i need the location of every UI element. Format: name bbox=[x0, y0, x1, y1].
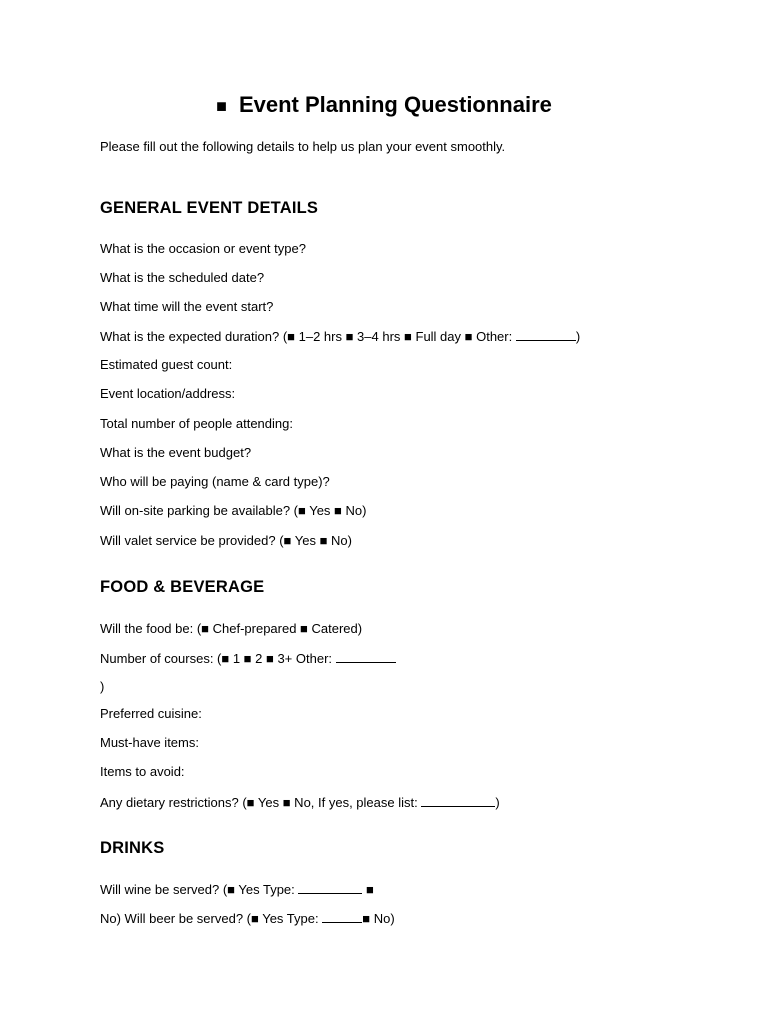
wine-tail: ■ bbox=[366, 882, 374, 897]
beer-tail: ■ No) bbox=[362, 911, 395, 926]
question-start-time: What time will the event start? bbox=[100, 299, 274, 314]
question-wine bbox=[100, 881, 374, 898]
question-parking: Will on-site parking be available? (■ Yes ■ No) bbox=[100, 503, 367, 518]
question-food-type: Will the food be: (■ Chef-prepared ■ Catered) bbox=[100, 621, 363, 636]
question-date: What is the scheduled date? bbox=[100, 270, 265, 285]
question-attendees: Total number of people attending: bbox=[100, 416, 293, 431]
courses-close-paren: ) bbox=[100, 679, 105, 694]
question-avoid: Items to avoid: bbox=[100, 764, 185, 779]
title-bullet: ■ bbox=[216, 96, 227, 116]
dietary-list-blank[interactable] bbox=[421, 794, 495, 807]
section-heading-general: GENERAL EVENT DETAILS bbox=[100, 199, 319, 217]
question-must-have: Must-have items: bbox=[100, 735, 199, 750]
question-location: Event location/address: bbox=[100, 386, 236, 401]
wine-type-blank[interactable] bbox=[298, 881, 362, 894]
question-dietary bbox=[100, 794, 500, 811]
question-beer bbox=[100, 910, 395, 927]
duration-close-paren: ) bbox=[575, 329, 581, 344]
question-guest-count: Estimated guest count: bbox=[100, 357, 233, 372]
question-dietary-text: Any dietary restrictions? (■ Yes ■ No, If yes, please list: bbox=[100, 795, 418, 810]
section-heading-food: FOOD & BEVERAGE bbox=[100, 578, 265, 596]
question-payer: Who will be paying (name & card type)? bbox=[100, 474, 330, 489]
question-cuisine: Preferred cuisine: bbox=[100, 706, 202, 721]
section-heading-drinks: DRINKS bbox=[100, 839, 165, 857]
question-occasion: What is the occasion or event type? bbox=[100, 241, 306, 256]
question-wine-text: Will wine be served? (■ Yes Type: bbox=[100, 882, 295, 897]
question-duration bbox=[100, 328, 580, 345]
page-title bbox=[0, 92, 768, 118]
question-budget: What is the event budget? bbox=[100, 445, 252, 460]
question-duration-text: What is the expected duration? (■ 1–2 hrs ■ 3–4 hrs ■ Full day ■ Other: bbox=[100, 329, 513, 344]
title-text: Event Planning Questionnaire bbox=[238, 92, 552, 117]
question-valet: Will valet service be provided? (■ Yes ■ No) bbox=[100, 533, 352, 548]
question-beer-text: No) Will beer be served? (■ Yes Type: bbox=[100, 911, 319, 926]
question-courses-text: Number of courses: (■ 1 ■ 2 ■ 3+ Other: bbox=[100, 651, 333, 666]
duration-other-blank[interactable] bbox=[516, 328, 576, 341]
beer-type-blank[interactable] bbox=[322, 910, 362, 923]
courses-other-blank[interactable] bbox=[336, 650, 396, 663]
intro-text: Please fill out the following details to help us plan your event smoothly. bbox=[100, 139, 506, 154]
question-courses bbox=[100, 650, 396, 667]
dietary-close-paren: ) bbox=[495, 795, 500, 810]
